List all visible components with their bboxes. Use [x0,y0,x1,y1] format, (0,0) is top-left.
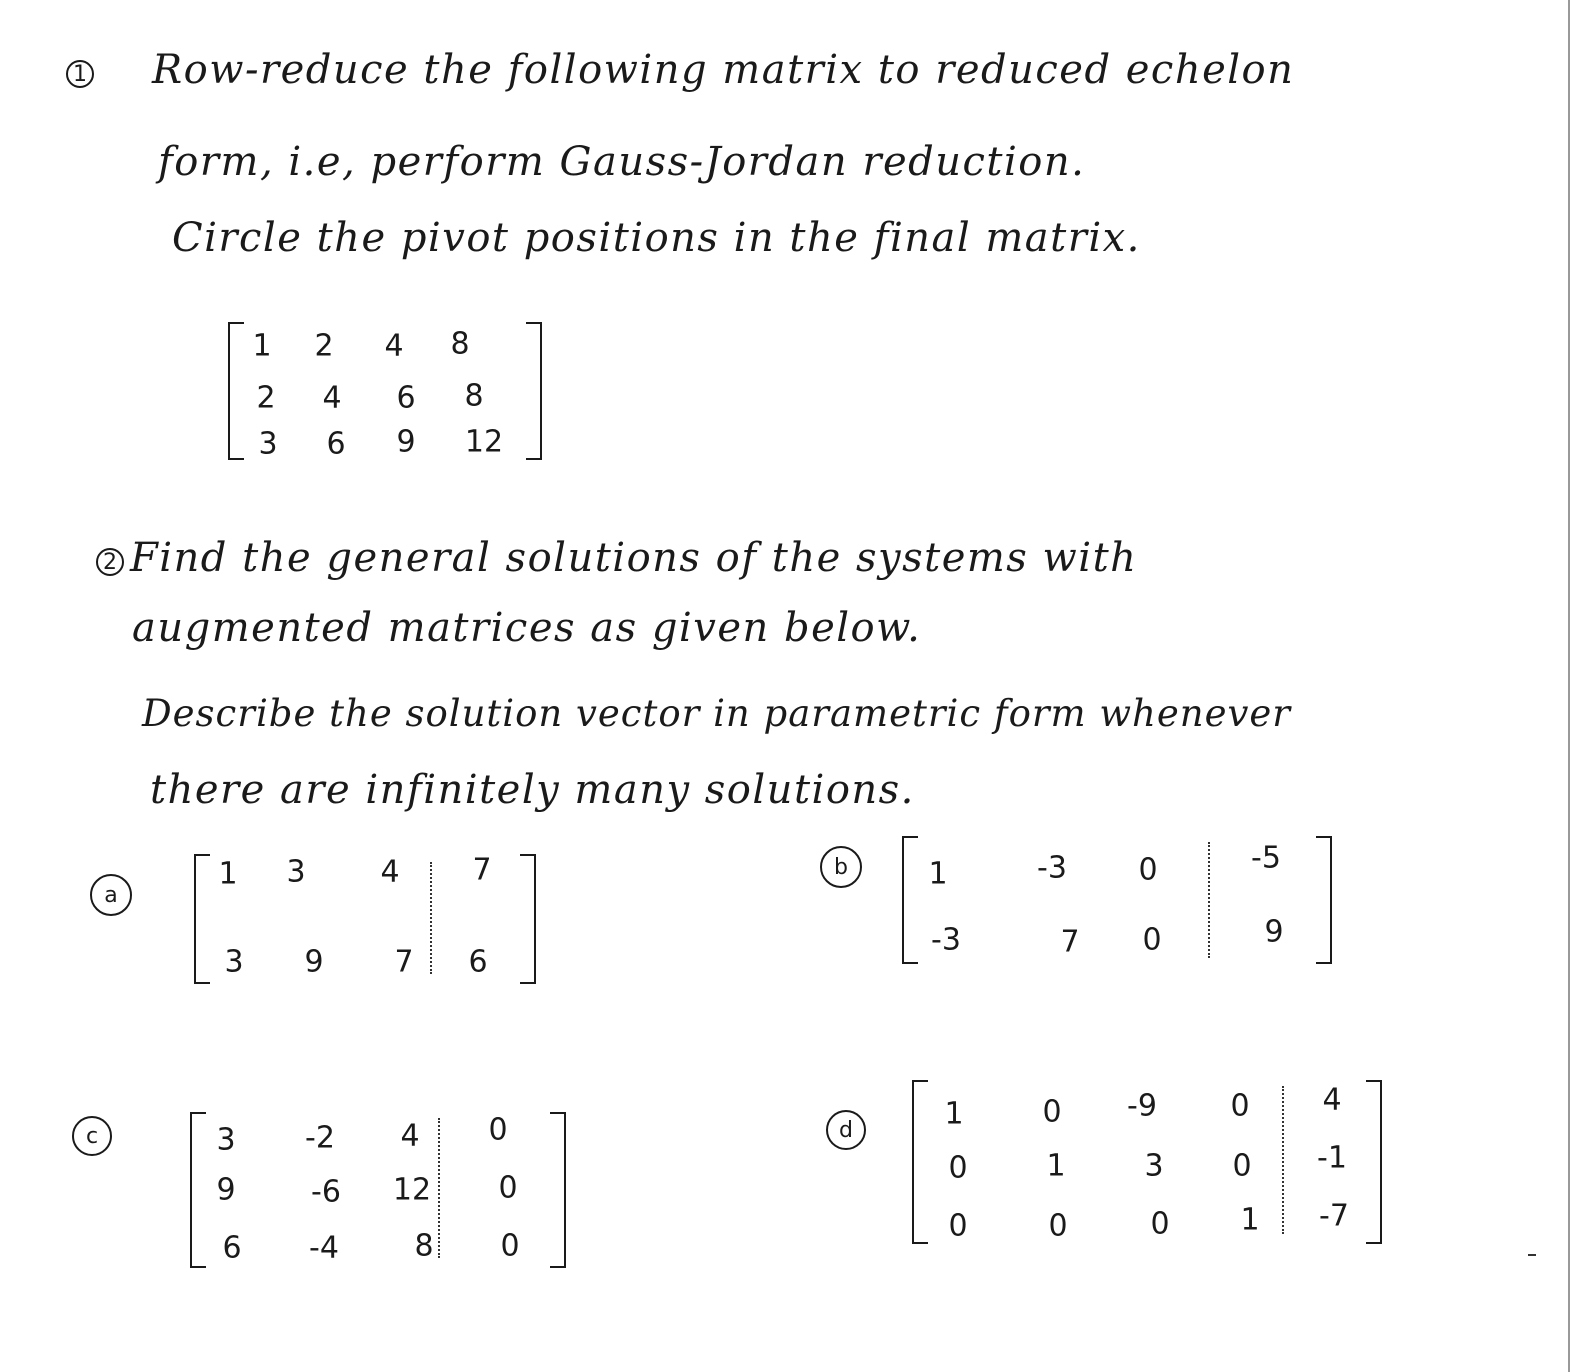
matrix-cell: 0 [948,1150,968,1186]
left-bracket [912,1080,928,1244]
matrix-cell: 0 [500,1228,520,1264]
part-c-matrix [190,1112,566,1268]
matrix-cell: 6 [222,1230,242,1266]
matrix-cell: 7 [472,852,492,888]
part-b-label [820,846,862,888]
right-bracket [526,322,542,460]
matrix-cell: -9 [1127,1088,1157,1124]
matrix-cell: 1 [944,1096,964,1132]
problem-1-number [66,60,94,88]
matrix-cell: 9 [216,1172,236,1208]
part-a-label-text: a [104,882,118,908]
matrix-cell: 0 [948,1208,968,1244]
matrix-cell: 2 [314,328,334,364]
problem-2-line-1: Find the general solutions of the systems with [130,535,1138,581]
part-d-label [826,1110,866,1150]
matrix-cell: 0 [1230,1088,1250,1124]
matrix-cell: 12 [464,424,504,460]
matrix-cell: -5 [1251,840,1281,876]
part-c-label [72,1116,112,1156]
matrix-cell: 8 [414,1228,434,1264]
matrix-cell: 3 [286,854,306,890]
matrix-cell: 9 [1264,914,1284,950]
left-bracket [902,836,918,964]
matrix-cell: 4 [400,1118,420,1154]
part-d-matrix [912,1080,1382,1244]
augment-divider [1282,1086,1284,1234]
matrix-cell: 9 [396,424,416,460]
part-c-label-text: c [85,1123,99,1149]
problem-1-matrix [228,322,542,460]
problem-2-line-2: augmented matrices as given below. [132,605,922,651]
matrix-cell: 3 [1144,1148,1164,1184]
matrix-cell: 12 [392,1172,432,1208]
matrix-cell: 1 [218,856,238,892]
matrix-cell: 9 [304,944,324,980]
matrix-cell: 8 [450,326,470,362]
matrix-cell: 1 [928,856,948,892]
matrix-cell: 0 [1048,1208,1068,1244]
matrix-cell: 4 [380,854,400,890]
right-bracket [1366,1080,1382,1244]
matrix-cell: 0 [1142,922,1162,958]
part-a-matrix [194,854,536,984]
augment-divider [430,862,432,974]
problem-1-number-text: 1 [73,61,87,87]
matrix-cell: 0 [1232,1148,1252,1184]
augment-divider [1208,842,1210,958]
matrix-cell: 4 [322,380,342,416]
matrix-cell: 1 [1240,1202,1260,1238]
augment-divider [438,1118,440,1258]
right-bracket [520,854,536,984]
matrix-cell: 6 [468,944,488,980]
matrix-cell: -7 [1319,1198,1349,1234]
matrix-cell: 3 [216,1122,236,1158]
left-bracket [228,322,244,460]
matrix-cell: -4 [309,1230,339,1266]
problem-2-number [96,548,124,576]
left-bracket [194,854,210,984]
matrix-cell: 0 [488,1112,508,1148]
matrix-cell: 6 [396,380,416,416]
matrix-cell: 3 [224,944,244,980]
stray-mark [1568,0,1570,1372]
right-bracket [550,1112,566,1268]
matrix-cell: 4 [384,328,404,364]
right-bracket [1316,836,1332,964]
problem-1-line-3: Circle the pivot positions in the final matrix. [172,215,1141,261]
matrix-cell: 7 [394,944,414,980]
part-d-label-text: d [839,1117,853,1143]
matrix-cell: -2 [305,1120,335,1156]
problem-2-line-3: Describe the solution vector in parametric form whenever [142,692,1291,735]
matrix-cell: 1 [252,328,272,364]
matrix-cell: 8 [464,378,484,414]
part-b-label-text: b [834,854,848,880]
matrix-cell: 0 [1138,852,1158,888]
matrix-cell: 2 [256,380,276,416]
matrix-cell: 7 [1060,924,1080,960]
matrix-cell: -3 [1037,850,1067,886]
matrix-cell: 0 [498,1170,518,1206]
matrix-cell: 0 [1150,1206,1170,1242]
matrix-cell: 4 [1322,1082,1342,1118]
left-bracket [190,1112,206,1268]
problem-2-number-text: 2 [103,549,117,575]
problem-2-line-4: there are infinitely many solutions. [150,767,915,813]
part-b-matrix [902,836,1332,964]
matrix-cell: 1 [1046,1148,1066,1184]
matrix-cell: 6 [326,426,346,462]
matrix-cell: 0 [1042,1094,1062,1130]
matrix-cell: 3 [258,426,278,462]
problem-1-line-1: Row-reduce the following matrix to reduced echelon [152,47,1295,93]
problem-1-line-2: form, i.e, perform Gauss-Jordan reduction. [158,139,1086,185]
matrix-cell: -1 [1317,1140,1347,1176]
matrix-cell: -6 [311,1174,341,1210]
stray-mark [1528,1254,1536,1256]
part-a-label [90,874,132,916]
matrix-cell: -3 [931,922,961,958]
